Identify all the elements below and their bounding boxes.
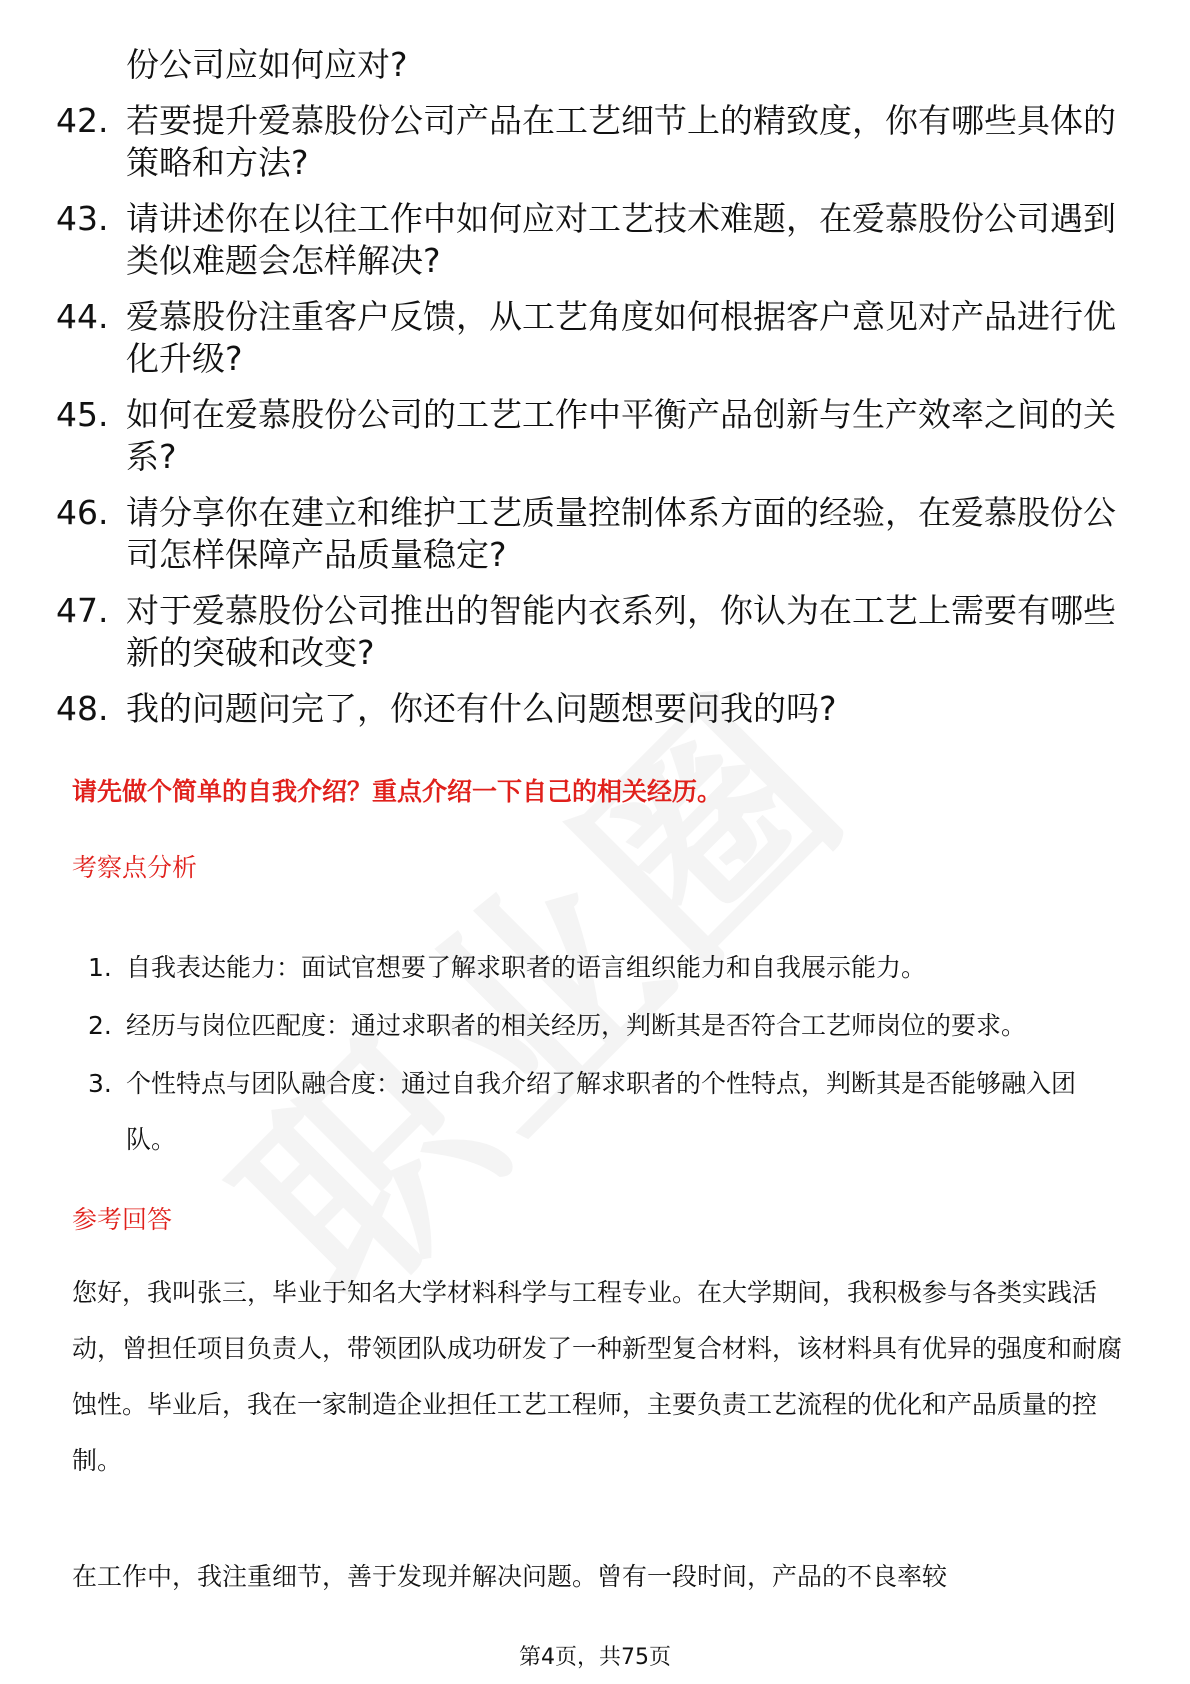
analysis-item xyxy=(88,940,1118,996)
question-text: 若要提升爱慕股份公司产品在工艺细节上的精致度，你有哪些具体的策略和方法? xyxy=(126,101,1116,182)
question-text: 爱慕股份注重客户反馈，从工艺角度如何根据客户意见对产品进行优化升级? xyxy=(126,297,1116,378)
question-item xyxy=(56,590,1136,674)
analysis-number: 1. xyxy=(88,953,112,982)
question-list xyxy=(56,44,1136,744)
question-number: 48. xyxy=(56,689,109,728)
analysis-heading: 考察点分析 xyxy=(72,853,198,882)
question-text: 如何在爱慕股份公司的工艺工作中平衡产品创新与生产效率之间的关系? xyxy=(126,395,1116,476)
page-footer: 第4页，共75页 xyxy=(519,1645,671,1670)
question-item xyxy=(56,688,1136,730)
analysis-text: 经历与岗位匹配度：通过求职者的相关经历，判断其是否符合工艺师岗位的要求。 xyxy=(126,1011,1027,1040)
question-item xyxy=(56,100,1136,184)
question-item xyxy=(56,394,1136,478)
question-text: 我的问题问完了，你还有什么问题想要问我的吗? xyxy=(126,689,837,728)
question-number: 42. xyxy=(56,101,109,140)
analysis-text: 自我表达能力：面试官想要了解求职者的语言组织能力和自我展示能力。 xyxy=(126,953,927,982)
analysis-list xyxy=(88,940,1118,1170)
question-item xyxy=(56,44,1136,86)
analysis-text: 个性特点与团队融合度：通过自我介绍了解求职者的个性特点，判断其是否能够融入团队。 xyxy=(126,1069,1077,1154)
question-text: 对于爱慕股份公司推出的智能内衣系列，你认为在工艺上需要有哪些新的突破和改变? xyxy=(126,591,1116,672)
question-number: 43. xyxy=(56,199,109,238)
question-number: 45. xyxy=(56,395,109,434)
question-item xyxy=(56,296,1136,380)
question-text: 请讲述你在以往工作中如何应对工艺技术难题，在爱慕股份公司遇到类似难题会怎样解决? xyxy=(126,199,1116,280)
analysis-item xyxy=(88,1056,1118,1168)
question-text: 请分享你在建立和维护工艺质量控制体系方面的经验，在爱慕股份公司怎样保障产品质量稳定? xyxy=(126,493,1116,574)
analysis-number: 3. xyxy=(88,1069,112,1098)
question-item xyxy=(56,492,1136,576)
analysis-item xyxy=(88,998,1118,1054)
question-item xyxy=(56,198,1136,282)
answer-paragraph: 您好，我叫张三，毕业于知名大学材料科学与工程专业。在大学期间，我积极参与各类实践活动，曾担任项目负责人，带领团队成功研发了一种新型复合材料，该材料具有优异的强度和耐腐蚀性。毕业后，我在一家制造企业担任工艺工程师，主要负责工艺流程的优化和产品质量的控制。 xyxy=(72,1278,1123,1475)
analysis-number: 2. xyxy=(88,1011,112,1040)
question-number: 46. xyxy=(56,493,109,532)
question-text: 份公司应如何应对? xyxy=(126,45,408,84)
question-number: 44. xyxy=(56,297,109,336)
question-number: 47. xyxy=(56,591,109,630)
section-title: 请先做个简单的自我介绍？重点介绍一下自己的相关经历。 xyxy=(72,777,723,806)
answer-paragraph: 在工作中，我注重细节，善于发现并解决问题。曾有一段时间，产品的不良率较 xyxy=(72,1562,948,1591)
answer-heading: 参考回答 xyxy=(72,1205,173,1234)
